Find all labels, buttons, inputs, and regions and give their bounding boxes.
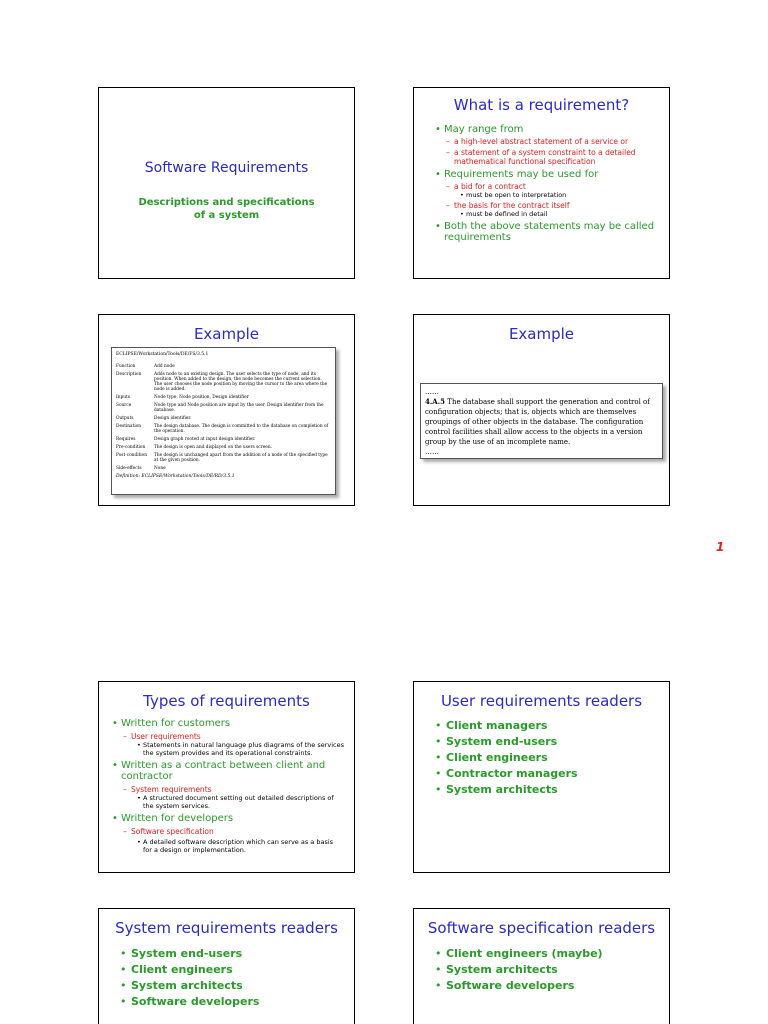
slide-title: Software specification readers [427,919,656,937]
spec-value: The design is open and displayed on the users screen. [154,445,272,450]
requirement-paragraph [425,397,658,447]
ellipsis-bottom: …… [425,448,439,456]
slide-title: Types of requirements [143,692,310,710]
reader-item: • System end-users [117,946,344,962]
spec-value: Design graph rooted at input design identifier. [154,437,256,442]
readers-list [432,946,659,994]
spec-value: None [154,466,166,471]
detail-item: • Statements in natural language plus diagrams of the services the system provides and its operational constraints. [109,741,344,757]
spec-key: Outputs [116,416,134,421]
readers-list [432,718,659,798]
bullet-item: • Written as a contract between client and contractor [109,760,344,782]
slide-software-requirements [98,87,355,279]
bullet-item: • Written for developers [109,813,344,824]
spec-footer: Definition: ECLIPSE/Workstation/Tools/DE/RD/3.5.1 [116,474,235,479]
slide-title: Software Requirements [144,160,309,176]
reader-item: • Client managers [432,718,659,734]
bullet-item: • Both the above statements may be called requirements [432,221,659,243]
bullet-item: • May range from [432,124,659,135]
spec-row [116,372,331,392]
spec-value: Design identifier. [154,416,192,421]
spec-key: Destination [116,424,142,429]
slide-title: User requirements readers [440,692,643,710]
spec-value: Node type and Node position are input by the user, Design identifier from the database. [154,403,324,413]
subtitle-line-1: Descriptions and specifications [138,197,315,208]
reader-item: • Software developers [117,994,344,1010]
reader-item: • System architects [117,978,344,994]
bullet-list [109,718,344,854]
requirement-text: The database shall support the generation and control of configuration objects; that is, objects which are themselves groupings of other objects in the database. The configuration control facilities shall allow access to the objects in a version group by the use of an incomplete name. [425,398,650,446]
bullet-item: • Written for customers [109,718,344,729]
spec-key: Inputs [116,395,130,400]
slide-title: What is a requirement? [453,96,630,114]
spec-key: Function [116,364,136,369]
spec-value: Adds node to an existing design. The user selects the type of node, and its position. When added to the design, the node becomes the current selection. The user chooses the node position by moving the cursor to the area where the node is added. [154,372,328,392]
slide-system-requirements-readers [98,908,355,1024]
slide-example-table [98,314,355,506]
spec-key: Side-effects [116,466,142,471]
spec-key: Post-condition [116,453,148,458]
spec-row [116,445,331,450]
reader-item: • System architects [432,782,659,798]
readers-list [117,946,344,1010]
spec-row [116,364,331,369]
page-number: 1 [716,540,725,554]
subtitle-line-2: of a system [193,210,260,221]
requirement-text-box [420,383,663,459]
spec-value: Node type, Node position, Design identifier [154,395,249,400]
slide-user-requirements-readers [413,681,670,873]
requirement-spec-table [111,347,336,495]
spec-row [116,437,331,442]
sub-bullet-item: – a high-level abstract statement of a service or [432,137,659,146]
spec-rows [116,364,331,471]
spec-row [116,453,331,463]
reader-item: • Client engineers [432,750,659,766]
sub-bullet-item: – the basis for the contract itself [432,201,659,210]
detail-item: • A detailed software description which can serve as a basis for a design or implementation. [109,838,344,854]
spec-row [116,416,331,421]
bullet-list [432,124,659,243]
spec-row [116,403,331,413]
sub-bullet-item: – a bid for a contract [432,182,659,191]
spec-value: The design is unchanged apart from the addition of a node of the specified type at the given position. [154,453,328,463]
spec-value: Add node [154,364,175,369]
spec-row [116,395,331,400]
ellipsis-top: …… [425,388,439,396]
spec-value: The design database. The design is committed to the database on completion of the operation. [154,424,329,434]
spec-row [116,466,331,471]
slide-types-of-requirements [98,681,355,873]
sub-bullet-item: – Software specification [109,827,344,836]
slide-software-specification-readers [413,908,670,1024]
slide-subtitle [99,196,354,222]
sub-bullet-item: – User requirements [109,732,344,741]
spec-key: Requires [116,437,136,442]
spec-key: Pre-condition [116,445,146,450]
slide-what-is-a-requirement [413,87,670,279]
sub-bullet-item: – System requirements [109,785,344,794]
detail-item: • must be defined in detail [432,210,659,218]
spec-key: Source [116,403,132,408]
reader-item: • Contractor managers [432,766,659,782]
spec-row [116,424,331,434]
detail-item: • must be open to interpretation [432,191,659,199]
bullet-item: • Requirements may be used for [432,169,659,180]
reader-item: • Client engineers [117,962,344,978]
reader-item: • Client engineers (maybe) [432,946,659,962]
slide-title: System requirements readers [115,919,338,937]
reader-item: • System end-users [432,734,659,750]
detail-item: • A structured document setting out detailed descriptions of the system services. [109,794,344,810]
spec-header: ECLIPSE/Workstation/Tools/DE/FS/3.5.1 [116,352,209,357]
spec-key: Description [116,372,142,377]
slide-example-text [413,314,670,506]
requirement-ref: 4.A.5 [425,397,446,406]
reader-item: • System architects [432,962,659,978]
slide-title: Example [508,325,575,343]
sub-bullet-item: – a statement of a system constraint to a detailed mathematical functional specification [432,148,659,166]
reader-item: • Software developers [432,978,659,994]
slide-title: Example [193,325,260,343]
